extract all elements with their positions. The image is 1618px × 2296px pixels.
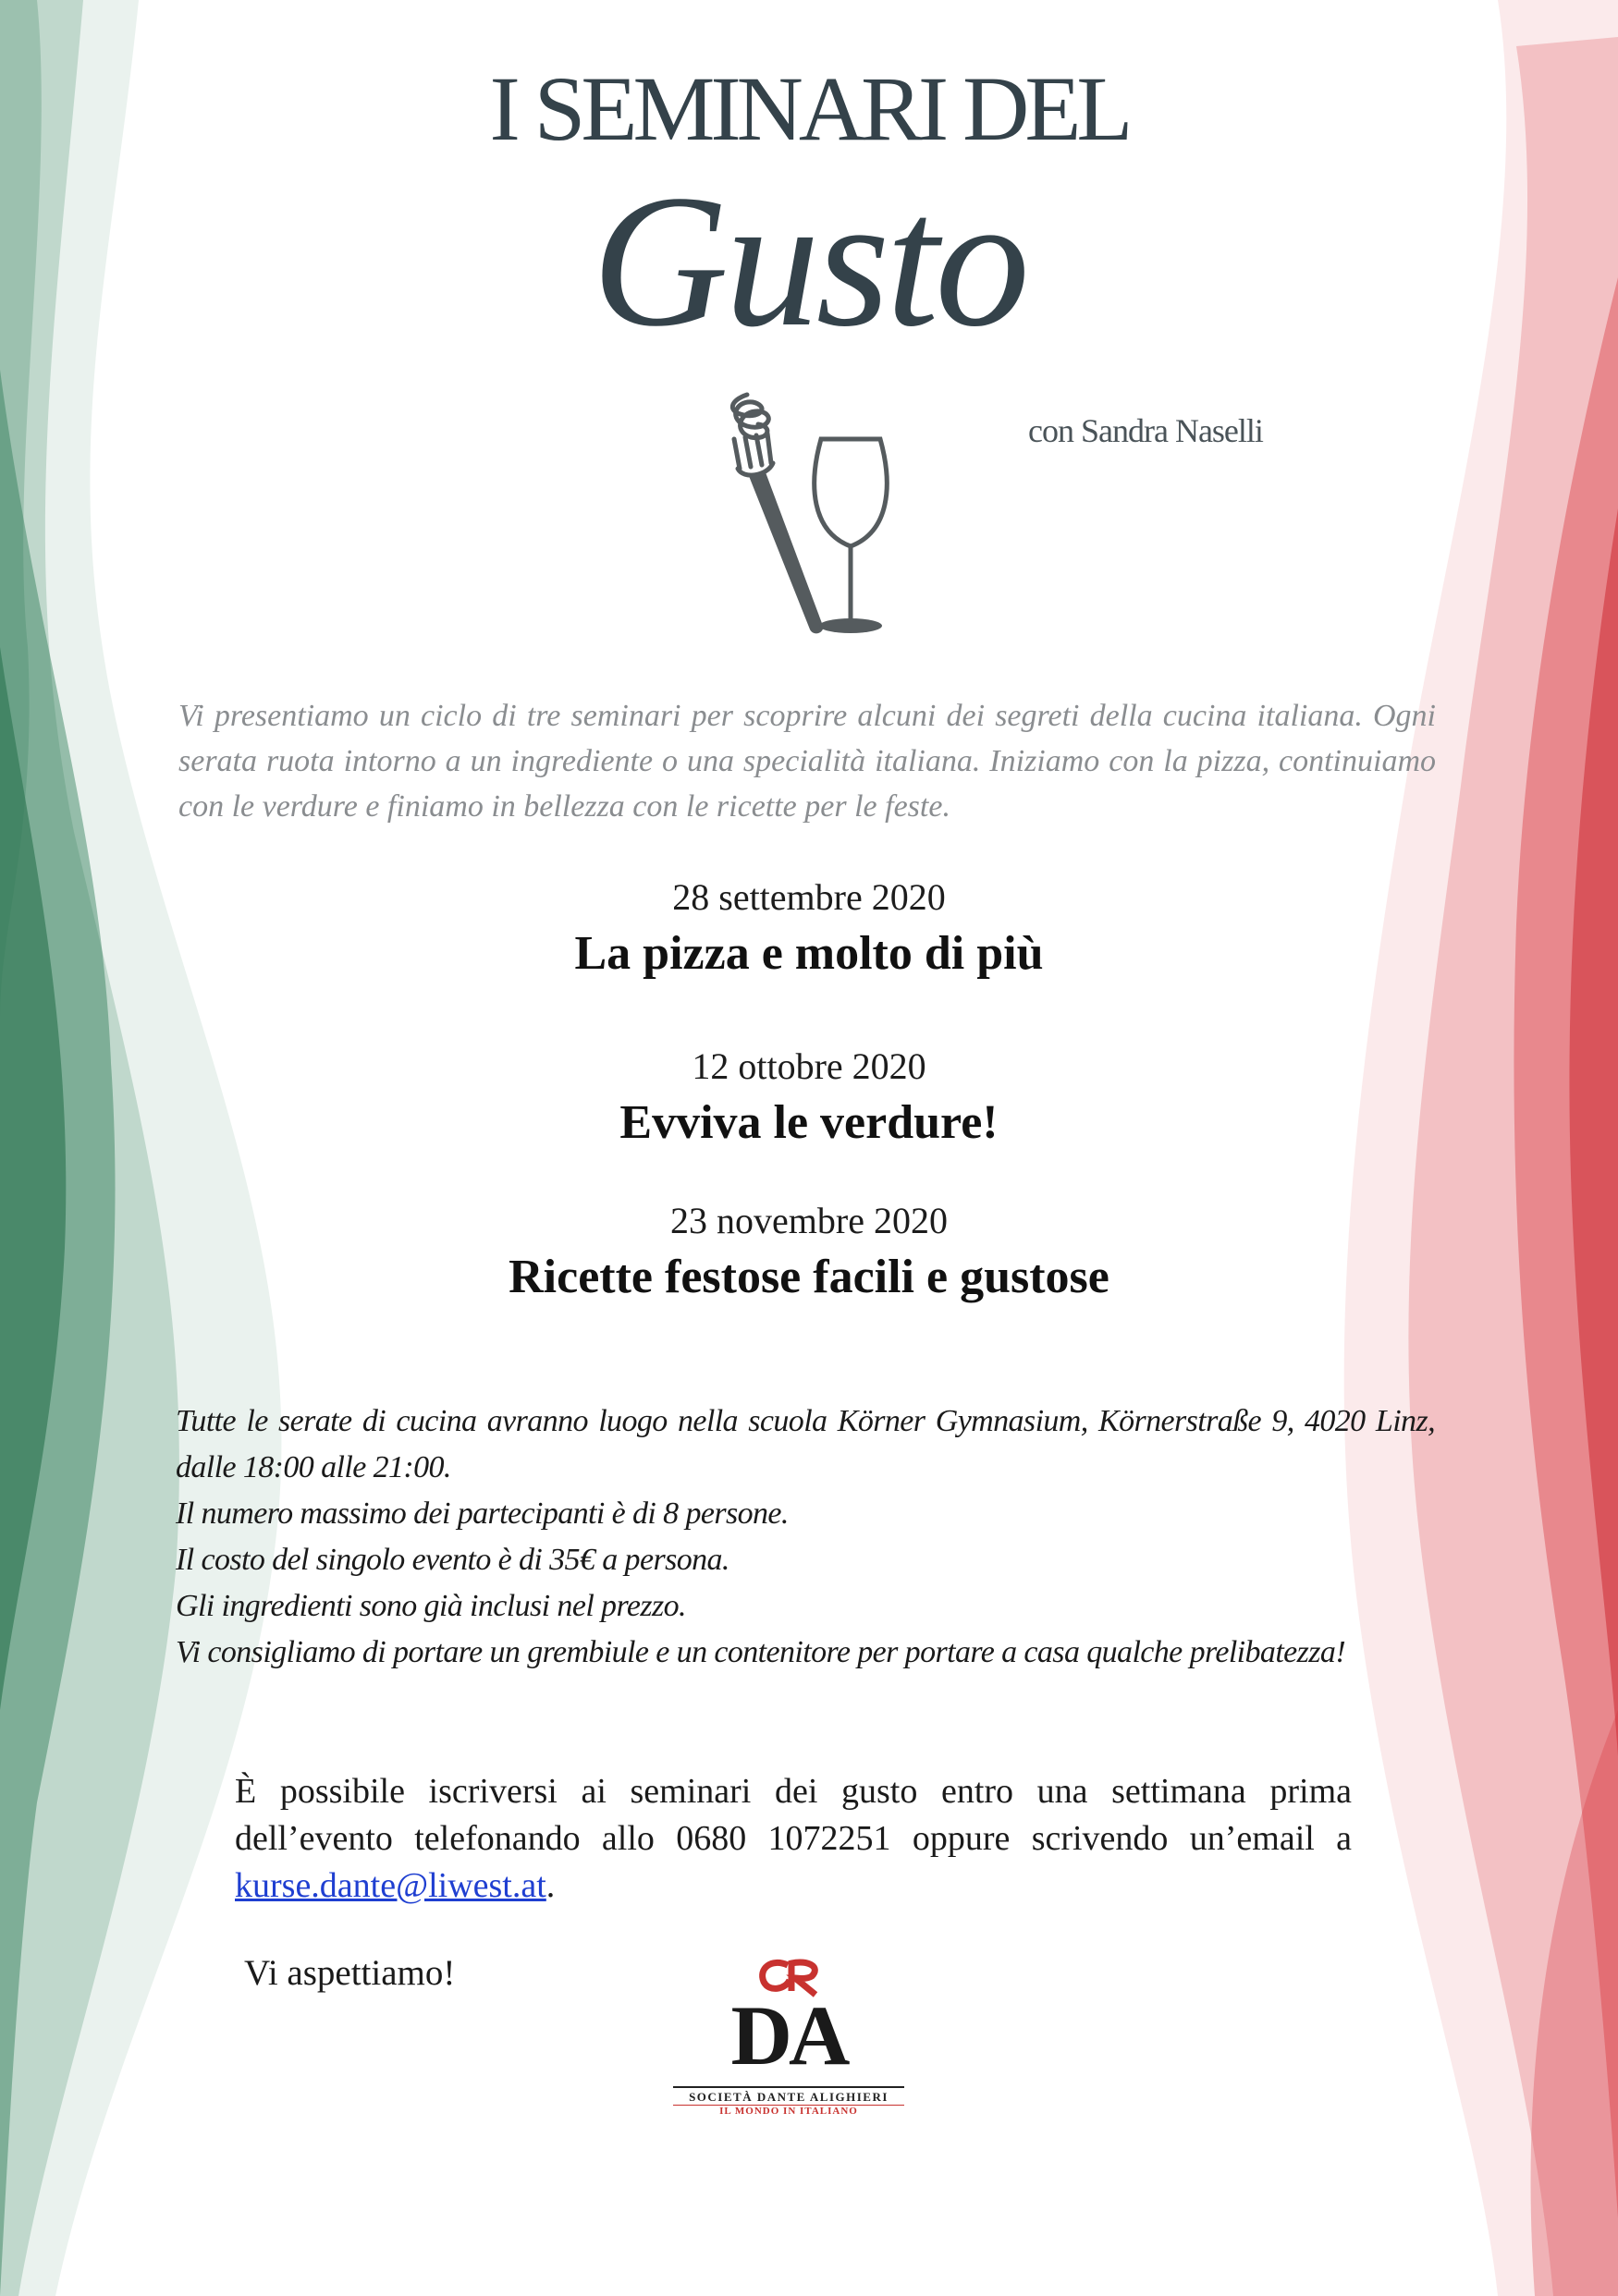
- intro-paragraph: Vi presentiamo un ciclo di tre seminari per scoprire alcuni dei segreti della cucina italiana. Ogni serata ruota intorno a un ingrediente o una specialità italiana. Iniziamo con la pizza, continuiamo con le verdure e finiamo in bellezza con le ricette per le feste.: [178, 699, 1436, 824]
- details-line: Il numero massimo dei partecipanti è di 8 persone.: [176, 1496, 789, 1531]
- dante-alighieri-logo: [673, 1952, 904, 2128]
- signup-end: .: [545, 1866, 556, 1905]
- event-title: Ricette festose facili e gustose: [509, 1251, 1109, 1303]
- details-line: Gli ingredienti sono già inclusi nel prezzo.: [176, 1589, 686, 1623]
- event-date: 28 settembre 2020: [672, 876, 946, 918]
- logo-tagline: IL MONDO IN ITALIANO: [673, 2105, 904, 2117]
- logo-org-name: SOCIETÀ DANTE ALIGHIERI: [673, 2086, 904, 2105]
- host-subtitle: con Sandra Naselli: [1028, 412, 1263, 449]
- signup-paragraph: [235, 1768, 1352, 1910]
- logo-letters: DA: [730, 1988, 847, 2082]
- signup-text: È possibile iscriversi ai seminari dei gusto entro una settimana prima dell’evento telefonando allo 0680 1072251 oppure scrivendo un’email a: [235, 1772, 1352, 1858]
- event-date: 23 novembre 2020: [670, 1200, 948, 1241]
- event-title: La pizza e molto di più: [574, 927, 1044, 980]
- details-block: [176, 1398, 1435, 1676]
- details-line: Tutte le serate di cucina avranno luogo nella scuola Körner Gymnasium, Körnerstraße 9, 4020 Linz, dalle 18:00 alle 21:00.: [176, 1404, 1435, 1484]
- page-title-line1: I SEMINARI DEL: [489, 57, 1129, 160]
- closing-text: Vi aspettiamo!: [244, 1953, 456, 1993]
- page-title-line2: Gusto: [592, 156, 1026, 366]
- event-date: 12 ottobre 2020: [692, 1045, 926, 1087]
- fork-and-wine-glass-icon: [712, 384, 925, 652]
- email-link[interactable]: kurse.dante@liwest.at: [235, 1866, 546, 1905]
- details-line: Il costo del singolo evento è di 35€ a persona.: [176, 1543, 729, 1577]
- event-title: Evviva le verdure!: [619, 1096, 999, 1149]
- details-line: Vi consigliamo di portare un grembiule e un contenitore per portare a casa qualche prelibatezza!: [176, 1635, 1346, 1669]
